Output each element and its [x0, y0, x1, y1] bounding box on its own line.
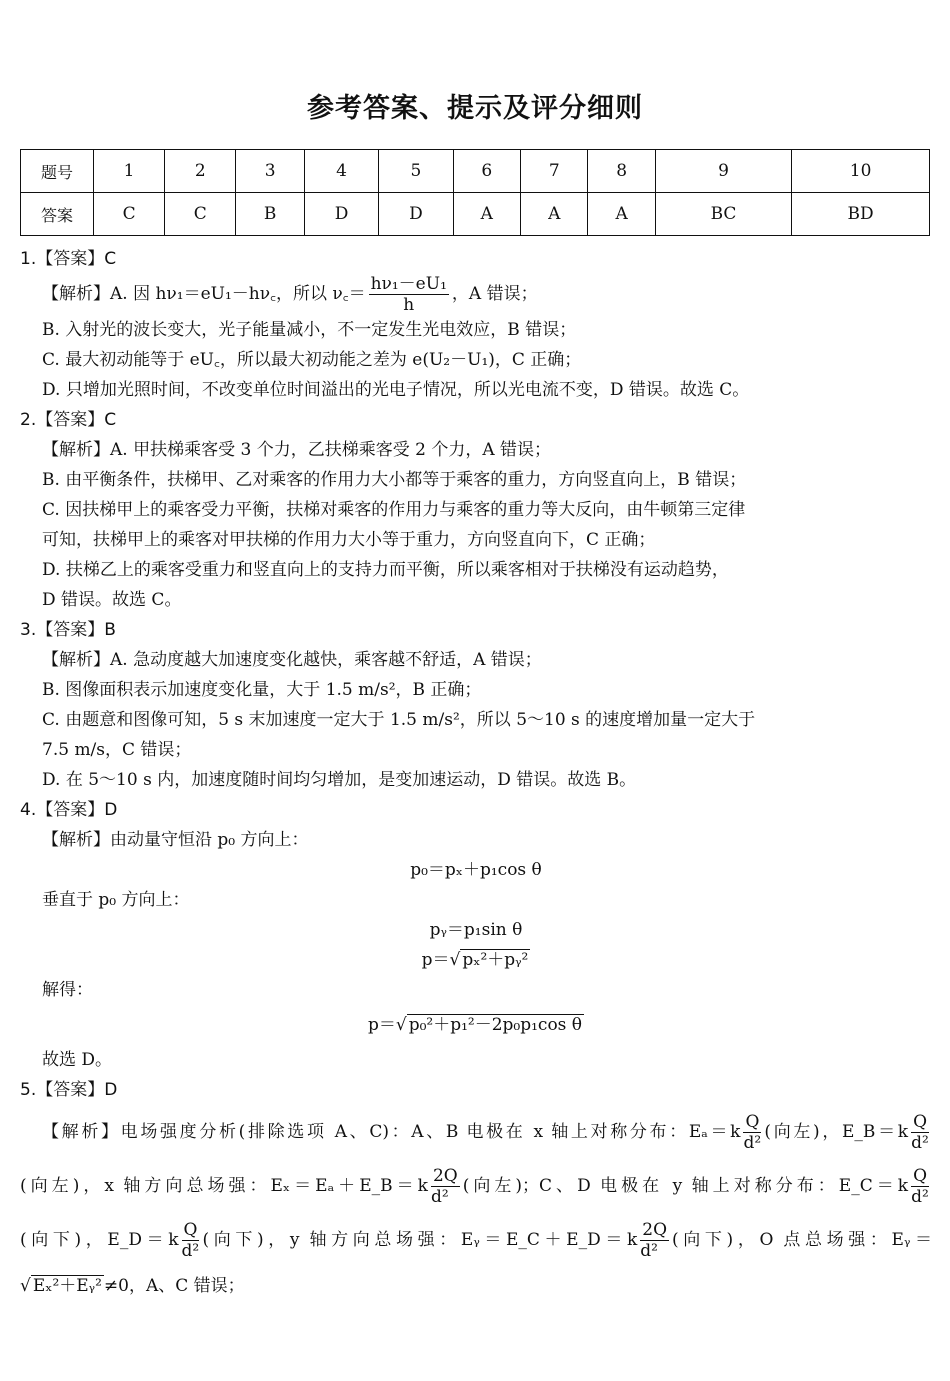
table-cell: D [379, 193, 453, 236]
q5-analysis-line3 [20, 1213, 932, 1267]
equation-4: p＝√ p₀²＋p₁²－2p₀p₁cos θ [367, 1015, 583, 1035]
numerator: 2Q [642, 1220, 668, 1240]
table-cell: A [453, 193, 520, 236]
q2-analysis-d1: D. 扶梯乙上的乘客受重力和竖直向上的支持力而平衡，所以乘客相对于扶梯没有运动趋势， [42, 560, 729, 580]
numerator: Q [745, 1112, 760, 1132]
question-2-answer: 2.【答案】C [20, 410, 117, 430]
equation-2: pᵧ＝p₁sin θ [429, 920, 523, 940]
q1-analysis-c: C. 最大初动能等于 eU꜀，所以最大初动能之差为 e(U₂－U₁)，C 正确； [42, 350, 582, 370]
question-5-answer: 5.【答案】D [20, 1080, 118, 1100]
q1-analysis-a [20, 274, 932, 315]
denominator: d² [430, 1187, 449, 1207]
numerator: 2Q [432, 1166, 458, 1186]
numerator: Q [913, 1166, 927, 1186]
radicand: p₀²＋p₁²－2p₀p₁cos θ [408, 1015, 583, 1035]
text: 【解析】A. 因 hν₁＝eU₁－hν꜀，所以 ν꜀＝ [42, 284, 366, 304]
text: 【解析】电场强度分析(排除选项 A、C)：A、B 电极在 x 轴上对称分布：Eₐ＝k [42, 1122, 741, 1142]
table-cell: 6 [453, 150, 520, 193]
q4-analysis-intro: 【解析】由动量守恒沿 p₀ 方向上： [42, 830, 309, 850]
text: (向下)，E_D＝k [20, 1230, 179, 1250]
table-cell: 1 [94, 150, 165, 193]
denominator: d² [911, 1187, 929, 1207]
question-4-answer: 4.【答案】D [20, 800, 118, 820]
q2-analysis-a: 【解析】A. 甲扶梯乘客受 3 个力，乙扶梯乘客受 2 个力，A 错误； [42, 440, 552, 460]
denominator: d² [640, 1241, 658, 1261]
table-cell: 5 [379, 150, 453, 193]
equation-1: p₀＝pₓ＋p₁cos θ [410, 860, 542, 880]
equation-3: p＝√ pₓ²＋pᵧ² [421, 950, 529, 970]
q5-analysis-line2 [20, 1159, 932, 1213]
text: (向左)，E_B＝k [764, 1122, 909, 1142]
denominator: h [403, 295, 415, 315]
row-label: 题号 [21, 150, 94, 193]
fraction [182, 1220, 200, 1261]
q1-analysis-b: B. 入射光的波长变大，光子能量减小，不一定发生光电效应，B 错误； [42, 320, 577, 340]
question-number-row [21, 150, 930, 193]
denominator: d² [743, 1133, 762, 1153]
table-cell: 9 [655, 150, 791, 193]
text: (向左)，x 轴方向总场强：Eₓ＝Eₐ＋E_B＝k [20, 1176, 428, 1196]
table-cell: D [304, 193, 378, 236]
text: p＝ [421, 950, 450, 970]
table-cell: 4 [304, 150, 378, 193]
text: (向下)，y 轴方向总场强：Eᵧ＝E_C＋E_D＝k [202, 1230, 638, 1250]
q3-analysis-b: B. 图像面积表示加速度变化量，大于 1.5 m/s²，B 正确； [42, 680, 482, 700]
table-cell: 10 [792, 150, 930, 193]
denominator: d² [181, 1241, 200, 1261]
table-cell: A [521, 193, 588, 236]
q5-analysis-line1 [20, 1105, 932, 1159]
numerator: Q [913, 1112, 927, 1132]
q4-solve: 解得： [42, 980, 93, 1000]
table-cell: BC [655, 193, 791, 236]
radicand: Eₓ²＋Eᵧ² [32, 1276, 102, 1296]
fraction [431, 1166, 460, 1207]
q3-analysis-c1: C. 由题意和图像可知，5 s 末加速度一定大于 1.5 m/s²，所以 5～10 s 的速度增加量一定大于 [42, 710, 756, 730]
q1-analysis-d: D. 只增加光照时间，不改变单位时间溢出的光电子情况，所以光电流不变，D 错误。故选 C。 [42, 380, 750, 400]
table-cell: C [94, 193, 165, 236]
text: ≠0，A、C 错误； [103, 1276, 245, 1296]
q5-analysis-line4: √ Eₓ²＋Eᵧ² ≠0，A、C 错误； [20, 1276, 245, 1296]
text: ，A 错误； [451, 284, 538, 304]
fraction [911, 1112, 929, 1153]
fraction [911, 1166, 929, 1207]
row-label: 答案 [21, 193, 94, 236]
q3-analysis-a: 【解析】A. 急动度越大加速度变化越快，乘客越不舒适，A 错误； [42, 650, 542, 670]
answer-row [21, 193, 930, 236]
q3-analysis-d: D. 在 5～10 s 内，加速度随时间均匀增加，是变加速运动，D 错误。故选 B。 [42, 770, 637, 790]
text: (向左)；C、D 电极在 y 轴上对称分布：E_C＝k [462, 1176, 909, 1196]
denominator: d² [911, 1133, 929, 1153]
table-cell: 8 [588, 150, 655, 193]
radicand: pₓ²＋pᵧ² [462, 950, 529, 970]
table-cell: 2 [165, 150, 236, 193]
answer-table [20, 149, 930, 236]
text: (向下)，O 点总场强：Eᵧ＝ [672, 1230, 933, 1250]
q3-analysis-c2: 7.5 m/s，C 错误； [42, 740, 192, 760]
table-cell: BD [792, 193, 930, 236]
question-1-answer: 1.【答案】C [20, 249, 117, 269]
table-cell: 3 [236, 150, 305, 193]
q2-analysis-d2: D 错误。故选 C。 [42, 590, 182, 610]
fraction [640, 1220, 669, 1261]
page-title: 参考答案、提示及评分细则 [307, 93, 643, 124]
q2-analysis-c2: 可知，扶梯甲上的乘客对甲扶梯的作用力大小等于重力，方向竖直向下，C 正确； [42, 530, 656, 550]
fraction [743, 1112, 761, 1153]
q4-perpendicular: 垂直于 p₀ 方向上： [42, 890, 190, 910]
text: p＝ [367, 1015, 396, 1035]
table-cell: A [588, 193, 655, 236]
q2-analysis-b: B. 由平衡条件，扶梯甲、乙对乘客的作用力大小都等于乘客的重力，方向竖直向上，B 错误； [42, 470, 747, 490]
solutions-body [20, 244, 932, 1305]
fraction [369, 274, 449, 315]
q4-conclusion: 故选 D。 [42, 1050, 113, 1070]
table-cell: C [165, 193, 236, 236]
question-3-answer: 3.【答案】B [20, 620, 116, 640]
table-cell: 7 [521, 150, 588, 193]
numerator: Q [183, 1220, 198, 1240]
q2-analysis-c1: C. 因扶梯甲上的乘客受力平衡，扶梯对乘客的作用力与乘客的重力等大反向，由牛顿第三定律 [42, 500, 746, 520]
table-cell: B [236, 193, 305, 236]
numerator: hν₁－eU₁ [370, 274, 447, 294]
